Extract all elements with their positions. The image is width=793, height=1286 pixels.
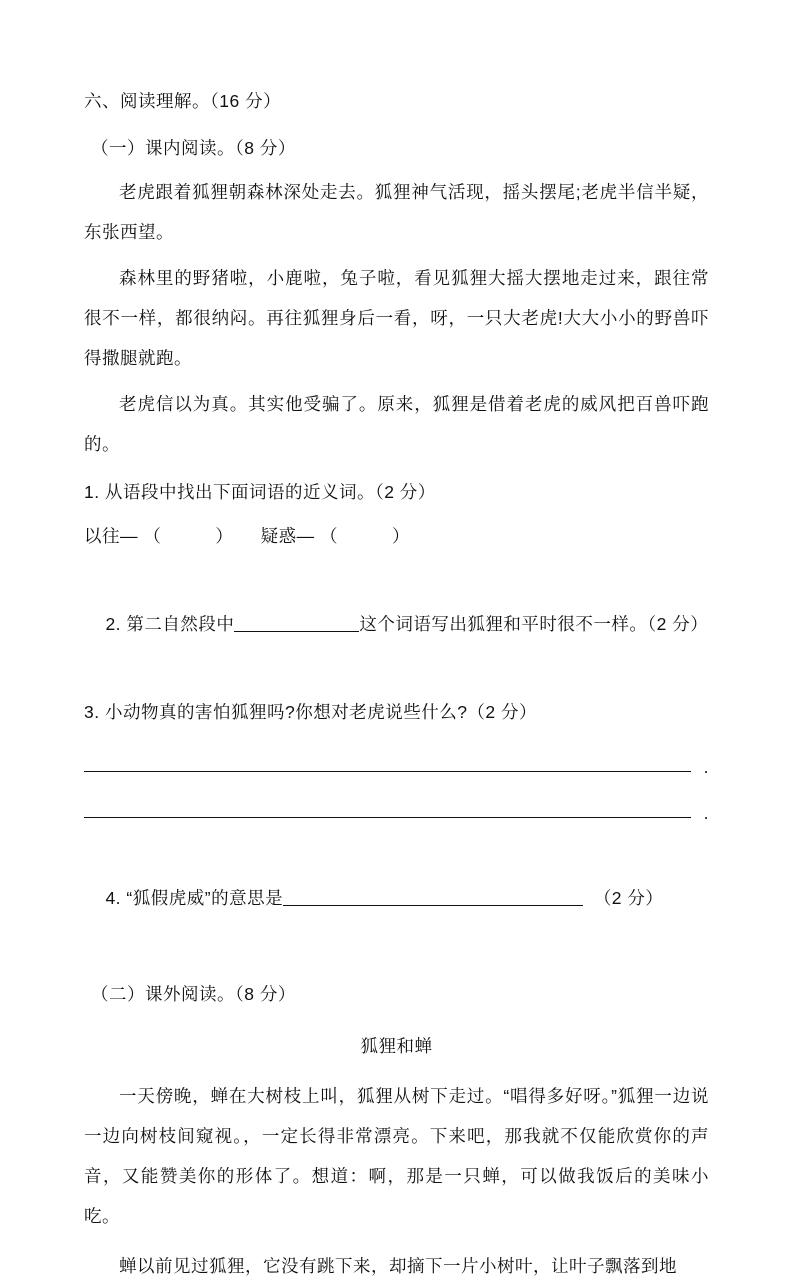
passage-paragraph-1: 一天傍晚，蝉在大树枝上叫，狐狸从树下走过。“唱得多好呀。”狐狸一边说一边向树枝间窥视。，一定长得非常漂亮。下来吧，那我就不仅能欣赏你的声音，又能赞美你的形体了。想道：啊，那是一只蝉，可以做我饭后的美味小吃。 <box>84 1086 709 1226</box>
answer-line-2 <box>84 782 709 826</box>
part2-heading: （二）课外阅读。（8 分） <box>91 984 296 1004</box>
question-4 <box>84 832 709 964</box>
question-1: 1. 从语段中找出下面词语的近义词。（2 分） <box>84 482 436 502</box>
question-1-synonym-line: 以往— （ ） 疑惑— （ ） <box>84 526 410 546</box>
answer-rule <box>84 770 691 772</box>
answer-line-1 <box>84 736 709 780</box>
question-4-prefix: 4. “狐假虎威”的意思是 <box>105 888 284 908</box>
part1-heading: （一）课内阅读。（8 分） <box>91 138 296 158</box>
reading-paragraph-3: 老虎信以为真。其实他受骗了。原来，狐狸是借着老虎的威风把百兽吓跑的。 <box>84 394 709 454</box>
passage-paragraph-2: 蝉以前见过狐狸，它没有跳下来，却摘下一片小树叶，让叶子飘落到地 <box>119 1256 677 1276</box>
passage-title: 狐狸和蝉 <box>360 1036 433 1056</box>
answer-rule <box>84 816 691 818</box>
section-title: 六、阅读理解。（16 分） <box>84 91 282 111</box>
question-2-blank <box>234 612 359 632</box>
question-4-blank <box>283 886 583 906</box>
question-3: 3. 小动物真的害怕狐狸吗?你想对老虎说些什么?（2 分） <box>84 702 538 722</box>
question-2-suffix: 这个词语写出狐狸和平时很不一样。（2 分） <box>359 614 709 634</box>
line-end-period: . <box>703 757 709 777</box>
question-4-suffix: （2 分） <box>593 888 664 908</box>
question-2-prefix: 2. 第二自然段中 <box>105 614 235 634</box>
question-2 <box>84 558 709 690</box>
reading-paragraph-2: 森林里的野猪啦，小鹿啦，兔子啦，看见狐狸大摇大摆地走过来，跟往常很不一样，都很纳闷。再往狐狸身后一看，呀，一只大老虎!大大小小的野兽吓得撒腿就跑。 <box>84 268 709 368</box>
reading-paragraph-1: 老虎跟着狐狸朝森林深处走去。狐狸神气活现，摇头摆尾;老虎半信半疑，东张西望。 <box>84 182 709 242</box>
line-end-period: . <box>703 803 709 823</box>
